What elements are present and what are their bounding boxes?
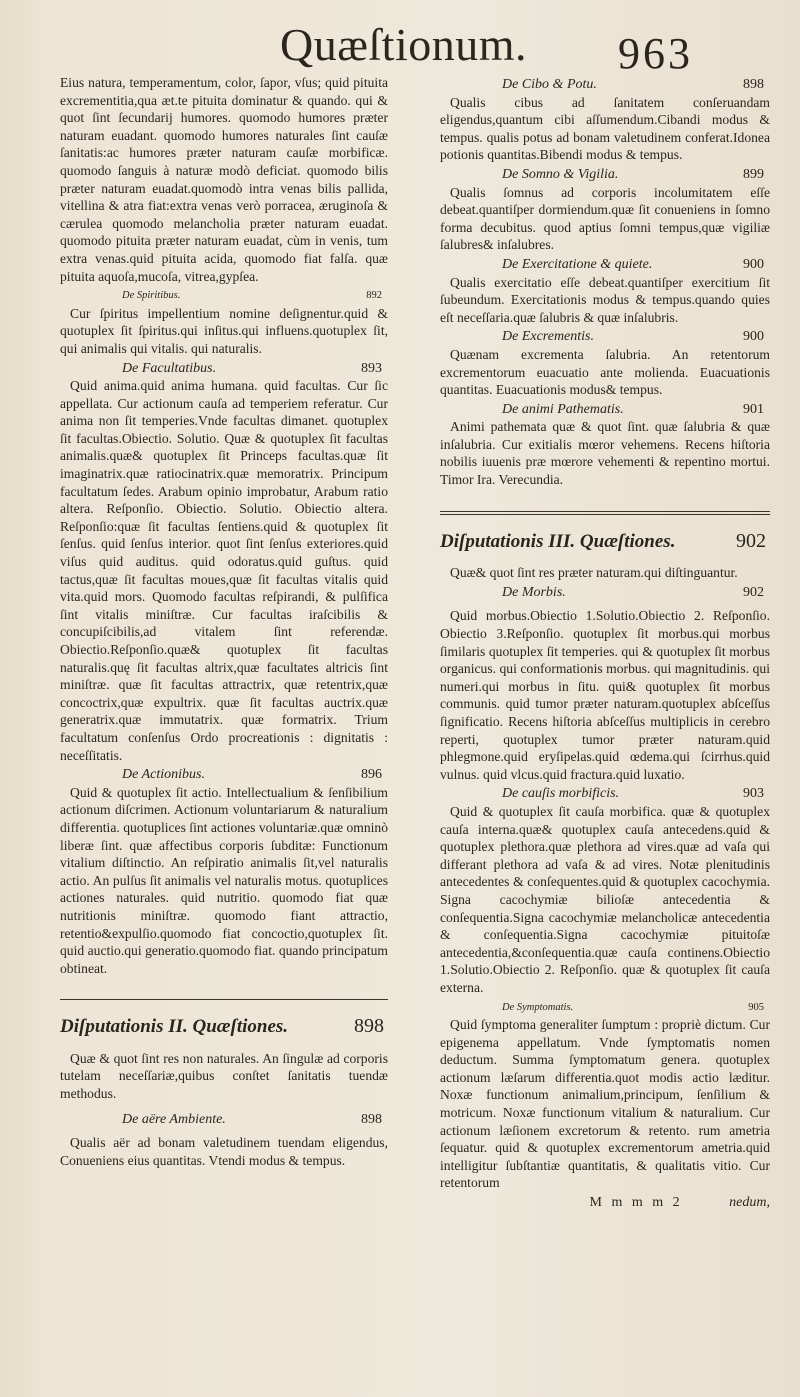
heading-text: De Cibo & Potu. [502,77,597,92]
disputation-title: Diſputationis II. Quæſtiones. [60,1016,289,1038]
heading-text: De aëre Ambiente. [122,1111,226,1127]
paragraph-cibo: Qualis cibus ad ſanitatem conſeruandam eligendus,quantum cibi aſſumendum.Cibandi modus & tempus. qualis potus ad bonam valetudinem conferat.Idonea potionis quantitas.Bibendi modus & tempus. [440,94,770,163]
paragraph-facultatibus: Quid anima.quid anima humana. quid facultas. Cur ſic appellata. Cur actionum cauſa ad temperiem referatur. Cur anima non ſit temperies.Vnde facultas dimanet. quotuplex ſit facultas.Obiectio. Solutio. Quæ & quotuplex ſit facultas animalis.quæ& quotuplex ſit Princeps facultas.quæ ſit imaginatrix.quæ ratiocinatrix.quæ memoratrix. Principum facultatum ſedes. Arabum opinio improbatur, Arabum ratio altera. Reſponſio. Obiectio. Solutio. Obiectio altera. Reſponſio:quæ ſit facultas ſentiens.quid & quotuplex ſit ſenſus. quid ſenſus interior. quot ſint ſenſus exteriores.quid viſus quid auditus. quid odoratus.quid guſtus. quid tactus,quæ ſit facultas moues,quæ ſit facultas vitalis quid vita.quid mors. Quomodo facultas reſpirandi, & pulſifica ſint vitalis miniſtræ. Cur facultas iraſcibilis & concupiſcibilis,ad vitalem ſint referendæ. Obiectio.Reſponſio.quæ& quotuplex ſit facultas naturalis.quę ſit facultas altrix,quæ facultates altricis ſint miniſtræ. quæ ſit facultas attractrix, quæ retentrix,quæ concoctrix,quæ expultrix. quæ ſit facultas auctrix.quæ generatrix.quæ immutatrix. quæ formatrix. Trium facultatum conſenſus Ordo procreationis : dignitatis : neceſſitatis. [60,378,388,763]
paragraph-excrementis: Quænam excrementa ſalubria. An retentorum excrementorum euacuatio ante molienda. Euacuationis quantitas. Euacuationis modus& tempus. [440,346,770,398]
section-heading-excrementis [440,328,770,346]
heading-text: De Excrementis. [502,329,594,345]
heading-page-ref: 898 [743,77,764,92]
page-number: 963 [618,29,693,78]
heading-page-ref: 902 [743,584,764,600]
paragraph-humores: Eius natura, temperamentum, color, ſapor, vſus; quid pituita excrementitia,qua æt.te pituita dominatur & quando. qui & quot ſint ſecundarij humores. quomodo humores præter naturam euadant. quomodo humores naturales ſint cauſæ ſanitatis:ac humores præter naturam cauſæ morbificæ. quomodo ſanguis à naturæ modò deficiat. quomodo bilis præter naturam euadat.quomodò intra venas bilis pallida, vitellina & atra fiat:extra venas verò porracea, æruginoſa & cærulea quomodo melancholia præter naturam euadat. quomodo pituita præter naturam euadat, cùm in venis, tum extra venas.quid pituita acida, quomodo fiat falſa. quæ pituita aquoſa,mucoſa, vitrea,gypſea. [60,75,388,284]
heading-text: De Facultatibus. [122,360,217,376]
paragraph-pathematis: Animi pathemata quæ & quot ſint. quæ ſalubria & quæ inſalubria. Cur exitialis mœror vehemens. Recens hiſtoria nobilis iuuenis præ mœrore vehementi & repentino mortui. Timor Ira. Verecundia. [440,419,770,488]
paragraph-disputation-ii: Quæ & quot ſint res non naturales. An ſingulæ ad corporis tutelam neceſſariæ,quibus conſtet ſanitatis tuendæ methodus. [60,1050,388,1102]
heading-page-ref: 903 [743,786,764,802]
heading-page-ref: 898 [361,1111,382,1127]
heading-page-ref: 896 [361,767,382,783]
paragraph-somno: Qualis ſomnus ad corporis incolumitatem eſſe debeat.quantiſper dormiendum.quæ ſit conueniens in ſomno forma decubitus. quod aptius ſomni tempus,quæ vigiliæ ſalubres& inſalubres. [440,184,770,253]
section-heading-exercitatione [440,256,770,274]
running-head [0,18,800,76]
heading-text: De Spiritibus. [122,290,181,302]
disputation-page-ref: 902 [736,529,766,552]
footer-signature-line [440,1194,770,1212]
heading-text: De Somno & Vigilia. [502,166,619,182]
section-heading-spiritibus [60,287,388,305]
paragraph-spiritibus: Cur ſpiritus impellentium nomine deſignentur.quid & quotuplex ſit ſpiritus.qui inſitus.qui influens.quotuplex ſit, qui animalis qui vitalis. qui naturalis. [60,305,388,356]
heading-text: De Exercitatione & quiete. [502,256,653,272]
paragraph-aere: Qualis aër ad bonam valetudinem tuendam eligendus, Conueniens eius quantitas. Vtendi modus & tempus. [60,1135,388,1168]
section-heading-symptomatis [440,999,770,1017]
right-column [440,74,770,1212]
paragraph-causis: Quid & quotuplex ſit cauſa morbifica. quæ & quotuplex cauſa interna.quæ& quotuplex cauſa antecedens.quid & quotuplex plethora.quæ plethora ad vires.quæ ad vaſa qui differant plethora ad vaſa & ad vires. Notæ plenitudinis antecedentes & conſequentes.quid & quotuplex cacochymia. Signa cacochymiæ bilioſæ antecedentia & conſequentia.Signa cacochymiæ melancholicæ antecedentia & conſequentia.Signa cacochymiæ pituitoſæ antecedentia,&conſequentia.quæ cauſa continens.Obiectio 1.Solutio.Obiectio 2. Reſponſio. quæ & quotuplex ſit cauſa externa. [440,803,770,995]
paragraph-actionibus: Quid & quotuplex ſit actio. Intellectualium & ſenſibilium actionum diſcrimen. Actionum voluntariarum & naturalium differentia. quotuplices ſint actiones voluntariæ.quæ omninò liberæ ſint. quæ affectibus corporis ſubditæ: Functionum vitalium diſtinctio. An reſpiratio animalis ſit,vel naturalis actio. An pulſus ſit animalis vel naturalis motus. quotuplices actiones naturales. quid nutritio. quomodo fiat quæ nutritionis miniſtræ. quomodo fiant attractio, retentio&expulſio.quomodo fiat concoctio,quotuplex ſit. quid auctio.qui generatio.quomodo fiat. quando principatum obtineat. [60,784,388,976]
heading-text: De Morbis. [502,584,566,600]
disputation-page-ref: 898 [354,1015,384,1038]
heading-page-ref: 893 [361,360,382,376]
heading-page-ref: 900 [743,329,764,345]
signature-mark: M m m m 2 [589,1195,683,1211]
section-heading-causis [440,785,770,803]
section-heading-actionibus [60,766,388,784]
paragraph-morbis: Quid morbus.Obiectio 1.Solutio.Obiectio 2. Reſponſio. Obiectio 3.Reſponſio. quotuplex ſit morbus.qui morbus ſimilaris quotuplex ſit temperies. qui & quotuplex ſit morbus organicus. qui conformationis morbus. qui magnitudinis. qui numeri.qui morbus in ſitu. qui& quotuplex ſit morbus communis. quid tumor præter naturam.quotuplex abſceſſus ſignificatio. Recens hiſtoria abſceſſus multiplicis in cerebro reperti, quotuplex tumor præter naturam.quid phlegmone.quid eryſipelas.quid œdema.qui ſcirrhus.quid vulnus. quid vlcus.quid fractura.quid luxatio. [440,608,770,782]
catchword: nedum, [729,1195,770,1211]
disputation-title: Diſputationis III. Quæſtiones. [440,530,676,552]
section-heading-pathematis [440,401,770,419]
left-column [60,74,388,1169]
heading-page-ref: 901 [743,401,764,417]
heading-text: De Actionibus. [122,767,205,783]
section-heading-morbis [440,584,770,602]
section-heading-somno [440,166,770,184]
paragraph-exercitatione: Qualis exercitatio eſſe debeat.quantiſper exercitium ſit ſubeundum. Exercitationis modus & tempus.quando quies eſt neceſſaria.quæ ſalubris & quæ inſalubris. [440,274,770,325]
heading-text: De animi Pathematis. [502,401,624,417]
disputation-heading-ii [60,1015,388,1038]
heading-page-ref: 900 [743,256,764,272]
page-title: Quæſtionum. [280,19,528,70]
disputation-heading-iii [440,529,770,552]
section-heading-facultatibus [60,360,388,378]
heading-page-ref: 899 [743,166,764,182]
section-heading-aere [60,1111,388,1129]
heading-page-ref: 892 [366,290,382,302]
paragraph-disputation-iii: Quæ& quot ſint res præter naturam.qui diſtinguantur. [450,565,738,581]
section-divider [60,999,388,1000]
heading-text: De Symptomatis. [502,1001,574,1013]
heading-text: De cauſis morbificis. [502,786,620,802]
paragraph-symptomatis: Quid ſymptoma generaliter ſumptum : propriè dictum. Cur epigenema appellatum. Vnde ſymptomatis nomen deductum. Summa ſymptomatum genera. quotuplex actionum læſarum differentia.quot modis actio læditur. Noxæ functionum animalium,principum, ſenſilium & motricum. Noxæ functionum vitalium & naturalium. Cur actionum læſionem excretorum & retento. rum ametria ſequatur. quid & quotuplex excrementorum ametria.quid intelligitur ſubſtantiæ quantitatis, & qualitatis vitio. Cur retentorum [440,1017,770,1191]
section-heading-cibo [440,76,770,94]
heading-page-ref: 905 [748,1001,764,1013]
section-divider [440,511,770,515]
